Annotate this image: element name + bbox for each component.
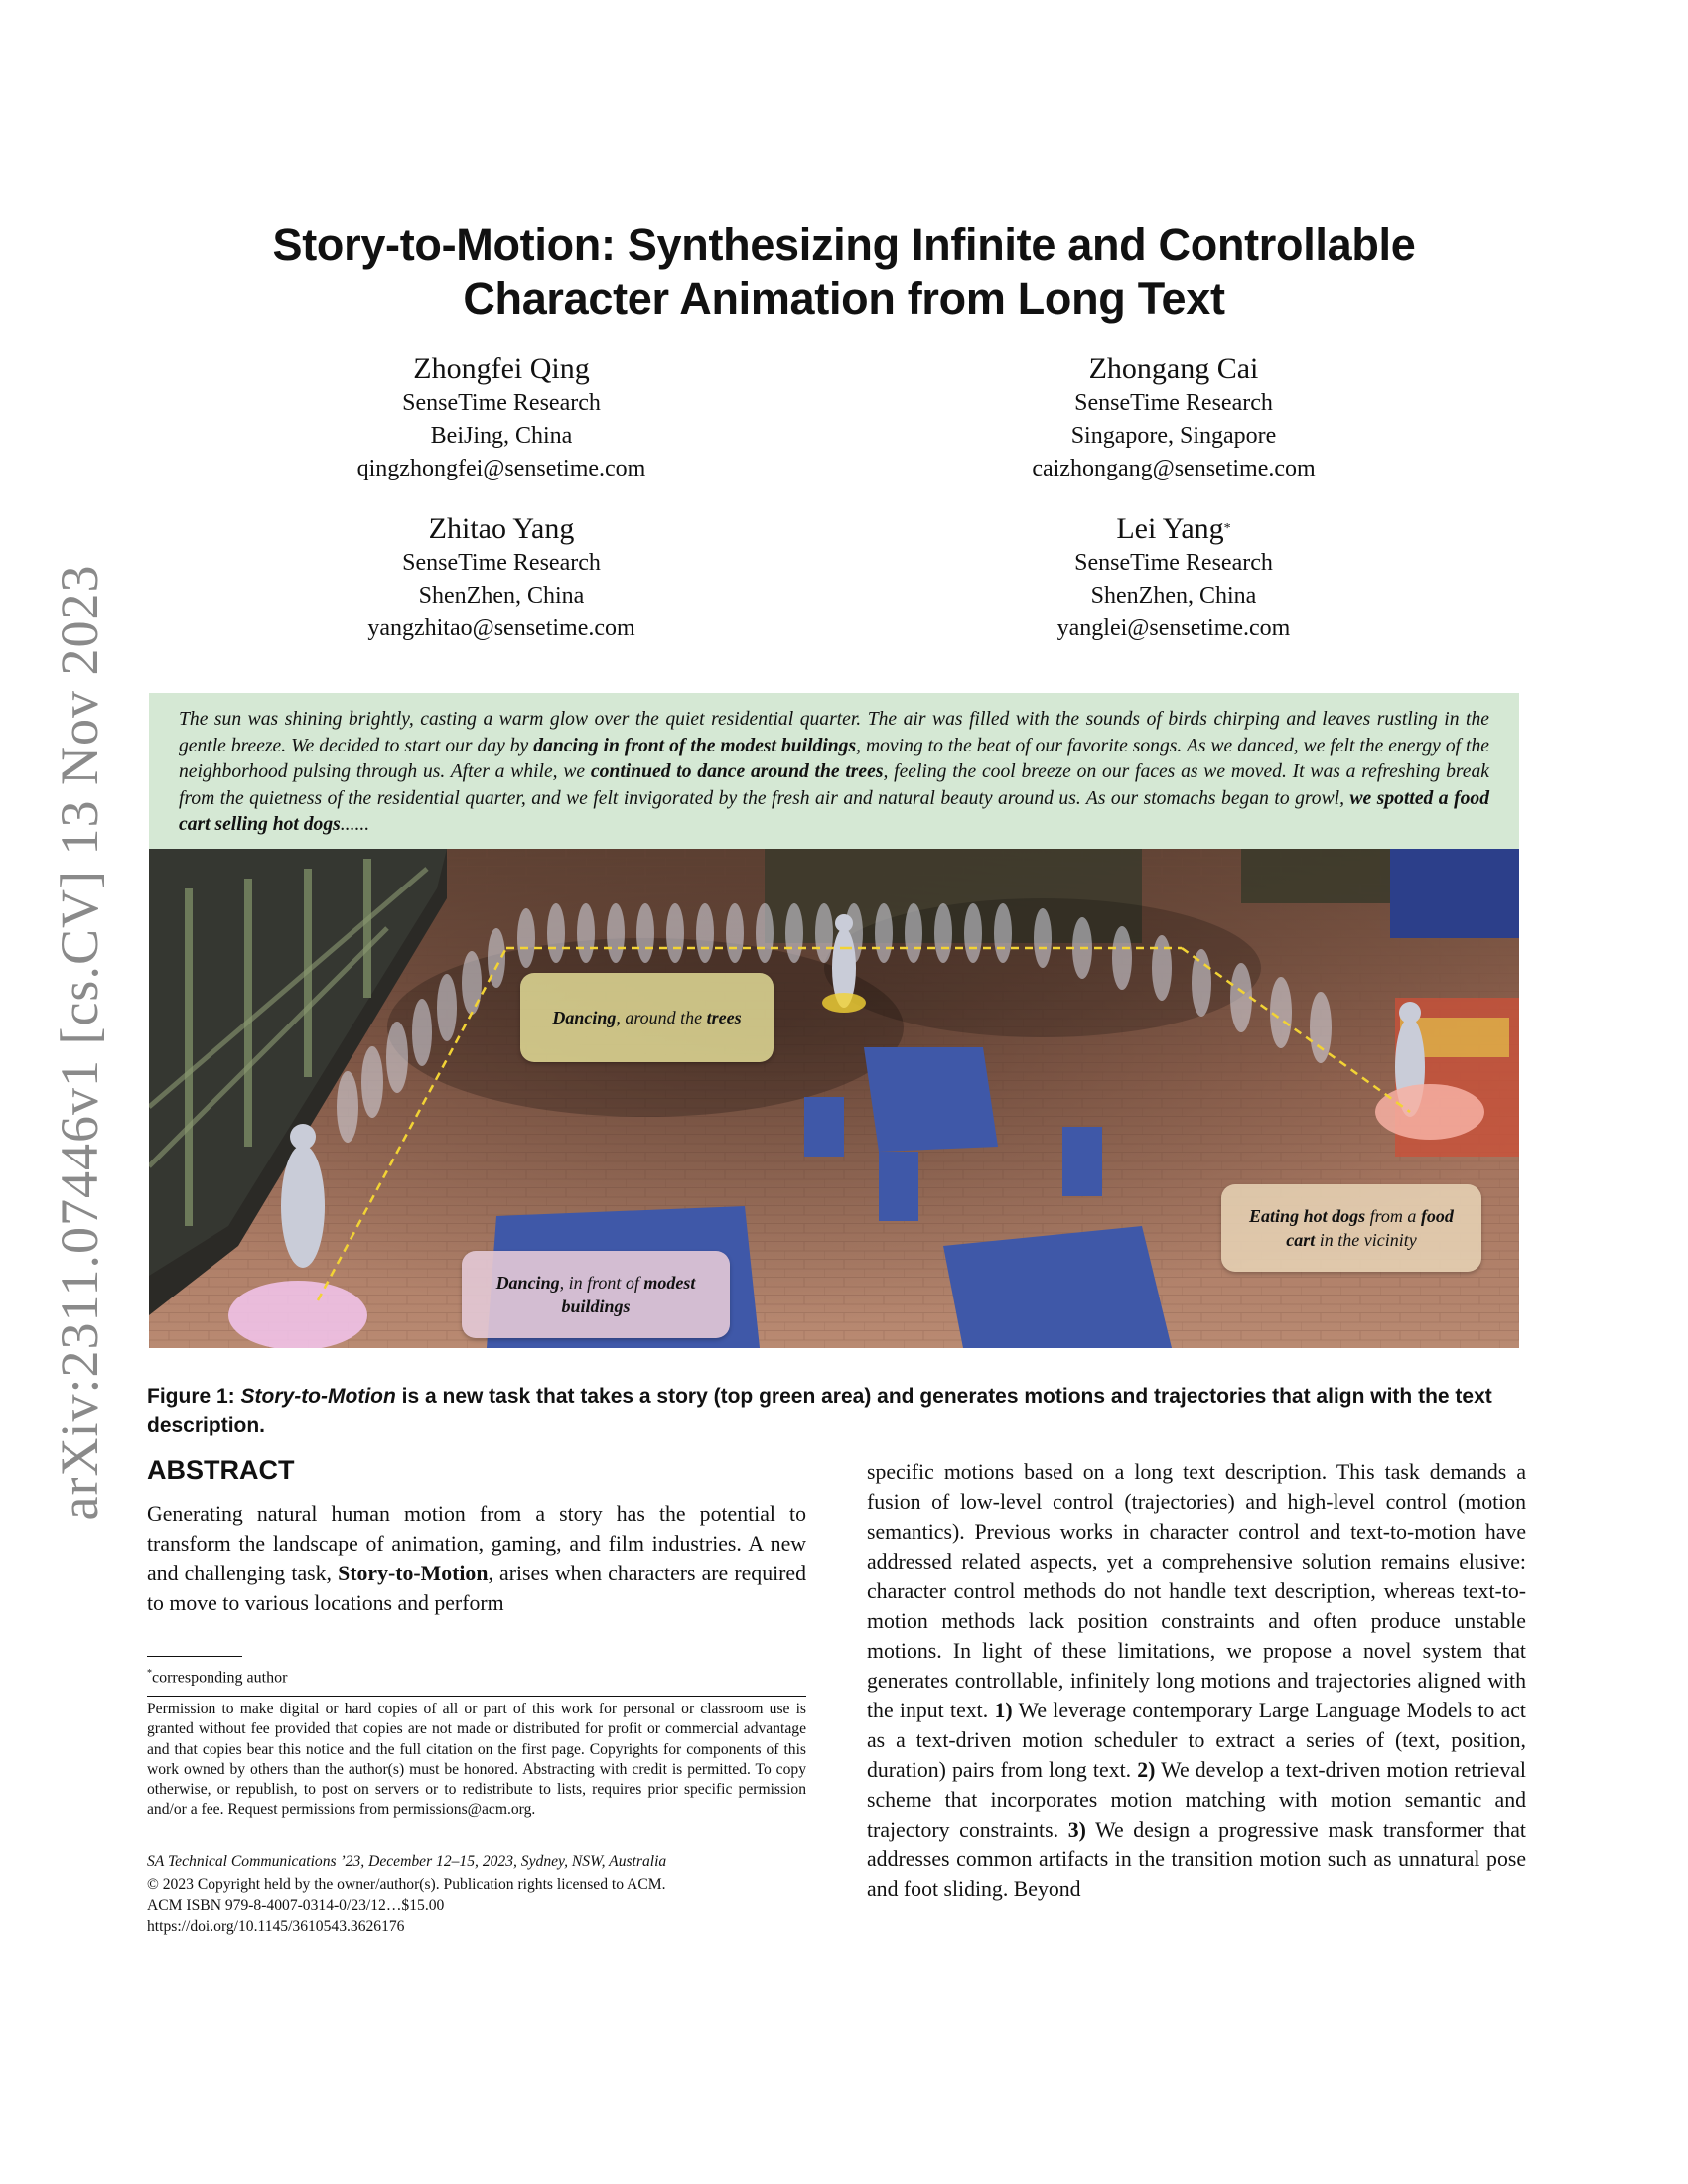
story-text: The sun was shining brightly, casting a warm glow over the quiet residential quarter. The air was filled with the sounds of birds chirping and leaves rustling in the gentle breeze. We decided to start our day by	[179, 709, 1489, 756]
arxiv-stamp: arXiv:2311.07446v1 [cs.CV] 13 Nov 2023	[50, 564, 109, 1521]
label-text: , in front of	[559, 1273, 644, 1293]
footnote-rule	[147, 1656, 242, 1657]
venue-line: SA Technical Communications ’23, December 12–15, 2023, Sydney, NSW, Australia	[147, 1853, 667, 1870]
author-block-3	[204, 511, 799, 645]
label-dancing-buildings	[462, 1251, 730, 1338]
author-block-4	[876, 511, 1472, 645]
abstract-heading: ABSTRACT	[147, 1455, 295, 1485]
permission-notice: Permission to make digital or hard copies of all or part of this work for personal or classroom use is granted without fee provided that copies are not made or distributed for profit or commercial advantage and that copies bear this notice and the full citation on the first page. Copyrights for components of this work owned by others than the author(s) must be honored. Abstracting with credit is permitted. To copy otherwise, or republish, to post on servers or to redistribute to lists, requires prior specific permission and/or a fee. Request permissions from permissions@acm.org.	[147, 1701, 806, 1819]
label-bold: Dancing	[552, 1008, 617, 1027]
abstract-bold: Story-to-Motion	[338, 1562, 489, 1585]
label-text: from a	[1365, 1206, 1421, 1226]
label-text: , around the	[616, 1008, 707, 1027]
author-location: ShenZhen, China	[418, 583, 585, 609]
label-bold: modest buildings	[561, 1273, 696, 1316]
author-email[interactable]: yangzhitao@sensetime.com	[367, 615, 635, 641]
caption-prefix: Figure 1:	[147, 1385, 241, 1408]
label-text: in the vicinity	[1315, 1230, 1417, 1250]
story-highlight: continued to dance around the trees	[590, 761, 884, 782]
label-bold: trees	[706, 1008, 742, 1027]
story-text: , moving to the beat of our favorite songs. As we danced, we felt the energy of the neighborhood pulsing through us. After a while, we	[179, 735, 1489, 782]
label-bold: food cart	[1286, 1206, 1454, 1250]
label-bold: Eating hot dogs	[1249, 1206, 1366, 1226]
story-text: , feeling the cool breeze on our faces as we moved. It was a refreshing break from the quietness of the residential quarter, and we felt invigorated by the fresh air and natural beauty around us. As our stomachs began to growl,	[179, 761, 1489, 809]
isbn-line: ACM ISBN 979-8-4007-0314-0/23/12…$15.00	[147, 1897, 445, 1914]
footnote-corresponding	[147, 1664, 287, 1688]
story-highlight: we spotted a food cart selling hot dogs	[179, 787, 1489, 835]
copyright-line: © 2023 Copyright held by the owner/author(s). Publication rights licensed to ACM.	[147, 1876, 666, 1893]
author-email[interactable]: qingzhongfei@sensetime.com	[356, 456, 646, 481]
author-name: Zhitao Yang	[428, 512, 575, 545]
story-text: ......	[340, 814, 370, 835]
abstract-right-column	[867, 1457, 1526, 1904]
abstract-bold: 3)	[1067, 1818, 1086, 1842]
footnote-text: corresponding author	[152, 1669, 288, 1687]
footnote-mark: *	[147, 1668, 152, 1679]
abstract-left-column	[147, 1499, 806, 1618]
permission-rule	[147, 1696, 806, 1697]
label-bold: Dancing	[495, 1273, 560, 1293]
author-name: Zhongang Cai	[1088, 352, 1259, 385]
story-text-box	[149, 693, 1519, 849]
author-name: Zhongfei Qing	[413, 352, 590, 385]
author-affiliation: SenseTime Research	[1074, 550, 1273, 576]
label-dancing-trees	[520, 973, 774, 1062]
author-location: Singapore, Singapore	[1070, 423, 1277, 449]
author-affiliation: SenseTime Research	[1074, 390, 1273, 416]
label-eating-hotdogs	[1221, 1184, 1481, 1272]
title-line-1: Story-to-Motion: Synthesizing Infinite and Controllable	[272, 219, 1416, 270]
caption-italic: Story-to-Motion	[240, 1385, 396, 1408]
abstract-text: Generating natural human motion from a story has the potential to transform the landscape of animation, gaming, and film industries. A new and challenging task,	[147, 1502, 806, 1585]
author-block-2	[876, 351, 1472, 485]
abstract-text: We design a progressive mask transformer that addresses common artifacts in the transition motion such as unnatural pose and foot sliding. Beyond	[867, 1818, 1526, 1901]
abstract-bold: 2)	[1137, 1758, 1156, 1782]
scene-illustration	[149, 849, 1519, 1348]
author-location: ShenZhen, China	[1090, 583, 1257, 609]
author-affiliation: SenseTime Research	[402, 390, 601, 416]
figure-caption	[147, 1382, 1529, 1439]
story-highlight: dancing in front of the modest buildings	[533, 735, 857, 756]
abstract-text: We leverage contemporary Large Language Models to act as a text-driven motion scheduler to extract a series of (text, position, duration) pairs from long text.	[867, 1699, 1526, 1782]
caption-text: is a new task that takes a story (top green area) and generates motions and trajectories that align with the text description.	[147, 1385, 1492, 1436]
abstract-text: specific motions based on a long text description. This task demands a fusion of low-level control (trajectories) and high-level control (motion semantics). Previous works in character control and text-to-motion have addressed related aspects, yet a comprehensive solution remains elusive: character control methods do not handle text description, whereas text-to-motion methods lack position constraints and often produce unstable motions. In light of these limitations, we propose a novel system that generates controllable, infinitely long motions and trajectories aligned with the input text.	[867, 1460, 1526, 1722]
abstract-bold: 1)	[994, 1699, 1013, 1722]
author-email[interactable]: caizhongang@sensetime.com	[1032, 456, 1316, 481]
doi-link[interactable]: https://doi.org/10.1145/3610543.3626176	[147, 1918, 405, 1935]
paper-title	[0, 218, 1688, 326]
author-location: BeiJing, China	[430, 423, 573, 449]
corresponding-mark: *	[1223, 521, 1231, 536]
author-name: Lei Yang	[1116, 512, 1224, 545]
author-block-1	[204, 351, 799, 485]
title-line-2: Character Animation from Long Text	[463, 273, 1225, 324]
author-affiliation: SenseTime Research	[402, 550, 601, 576]
abstract-text: We develop a text-driven motion retrieval scheme that incorporates motion matching with motion semantic and trajectory constraints.	[867, 1758, 1526, 1842]
author-name-line	[876, 511, 1472, 547]
author-email[interactable]: yanglei@sensetime.com	[1056, 615, 1291, 641]
abstract-text: , arises when characters are required to move to various locations and perform	[147, 1562, 806, 1615]
figure-scene-image	[149, 849, 1519, 1348]
